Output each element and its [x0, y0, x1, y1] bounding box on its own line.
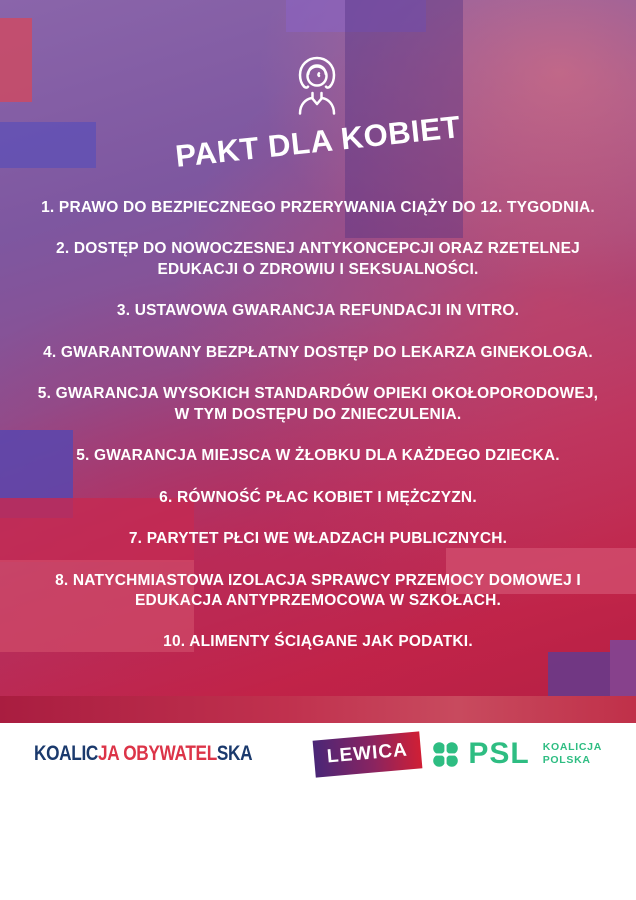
demand-item: 8. NATYCHMIASTOWA IZOLACJA SPRAWCY PRZEMOCY DOMOWEJ I EDUKACJA ANTYPRZEMOCOWA W SZKOŁACH.	[55, 571, 581, 609]
psl-logo-text: PSL	[468, 737, 530, 770]
koalicja-obywatelska-logo	[34, 742, 252, 766]
demand-item: 10. ALIMENTY ŚCIĄGANE JAK PODATKI.	[163, 633, 473, 651]
psl-logo-subtext	[543, 741, 602, 767]
demand-item: 7. PARYTET PŁCI WE WŁADZACH PUBLICZNYCH.	[128, 530, 508, 548]
demands-list	[0, 198, 636, 653]
psl-sub-line: POLSKA	[542, 754, 591, 766]
ko-logo-segment: SKA	[216, 742, 253, 765]
party-logos-strip	[0, 723, 636, 785]
poster-title: PAKT DLA KOBIET	[173, 109, 463, 174]
demand-item: 3. USTAWOWA GWARANCJA REFUNDACJI IN VITRO.	[116, 302, 520, 320]
ko-logo-segment: JA OBYWATEL	[98, 742, 217, 765]
ko-logo-segment: KOALIC	[34, 742, 99, 765]
demand-item: 2. DOSTĘP DO NOWOCZESNEJ ANTYKONCEPCJI ORAZ RZETELNEJ EDUKACJI O ZDROWIU I SEKSUALNOŚCI.	[56, 240, 580, 278]
demand-item: 5. GWARANCJA MIEJSCA W ŻŁOBKU DLA KAŻDEGO DZIECKA.	[76, 447, 560, 465]
demand-item: 5. GWARANCJA WYSOKICH STANDARDÓW OPIEKI OKOŁOPORODOWEJ, W TYM DOSTĘPU DO ZNIECZULENIA.	[37, 385, 599, 423]
psl-sub-line: KOALICJA	[542, 740, 602, 753]
collage-bottom-band	[0, 696, 636, 723]
psl-logo	[432, 739, 602, 769]
clover-icon	[432, 741, 459, 768]
collage-rect	[0, 18, 32, 102]
lewica-logo: LEWICA	[313, 731, 423, 777]
demand-item: 6. RÓWNOŚĆ PŁAC KOBIET I MĘŻCZYZN.	[159, 488, 477, 506]
demand-item: 4. GWARANTOWANY BEZPŁATNY DOSTĘP DO LEKARZA GINEKOLOGA.	[43, 343, 593, 361]
demand-item: 1. PRAWO DO BEZPIECZNEGO PRZERYWANIA CIĄŻY DO 12. TYGODNIA.	[41, 199, 595, 216]
woman-icon	[293, 54, 341, 117]
